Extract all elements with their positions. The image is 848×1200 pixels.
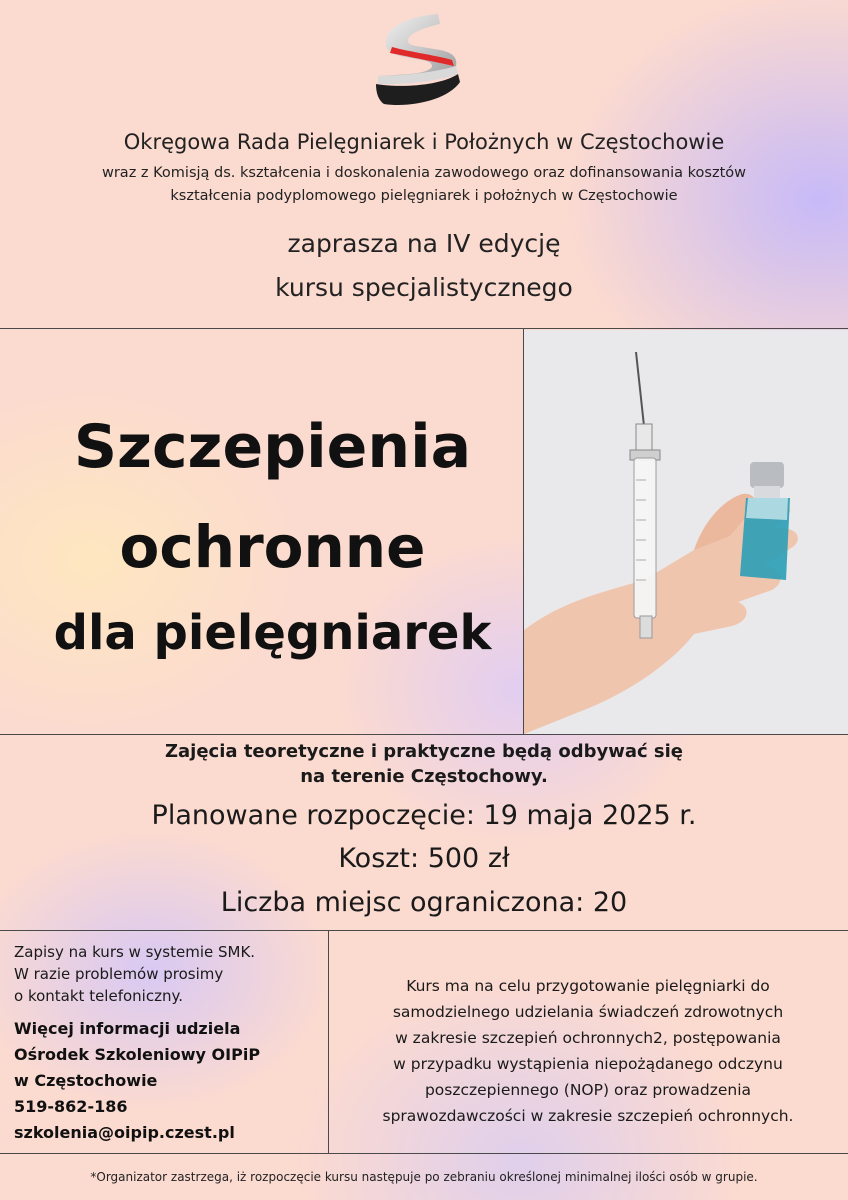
description-line: samodzielnego udzielania świadczeń zdrowotnych: [392, 1003, 784, 1021]
contact-email[interactable]: szkolenia@oipip.czest.pl: [14, 1123, 235, 1142]
commission-line-1: wraz z Komisją ds. kształcenia i doskonalenia zawodowego oraz dofinansowania kosztów: [101, 165, 747, 181]
course-title-line-1: Szczepienia: [73, 412, 472, 482]
description-line: w przypadku wystąpienia niepożądanego odczynu: [393, 1055, 783, 1073]
start-date: Planowane rozpoczęcie: 19 maja 2025 r.: [151, 800, 697, 831]
commission-line-2: kształcenia podyplomowego pielęgniarek i położnych w Częstochowie: [170, 188, 678, 204]
divider-bottom: [0, 1153, 848, 1154]
syringe-and-vial-photo-icon: [524, 330, 848, 734]
location-line-1: Zajęcia teoretyczne i praktyczne będą odbywać się: [164, 741, 684, 762]
description-line: poszczepiennego (NOP) oraz prowadzenia: [424, 1081, 752, 1099]
ribbon-s-logo-icon: [370, 10, 470, 112]
course-title-line-2: ochronne: [119, 513, 426, 581]
divider-lower: [0, 930, 848, 931]
course-title-line-3: dla pielęgniarek: [53, 605, 492, 661]
invite-line-2: kursu specjalistycznego: [275, 273, 573, 302]
description-line: w zakresie szczepień ochronnych2, postępowania: [395, 1029, 781, 1047]
invite-line-1: zaprasza na IV edycję: [287, 229, 561, 258]
seat-limit: Liczba miejsc ograniczona: 20: [220, 887, 628, 918]
registration-line-2: W razie problemów prosimy: [14, 965, 224, 983]
contact-phone[interactable]: 519-862-186: [14, 1097, 128, 1116]
description-line: sprawozdawczości w zakresie szczepień ochronnych.: [382, 1107, 794, 1125]
location-line-2: na terenie Częstochowy.: [300, 766, 548, 787]
course-cost: Koszt: 500 zł: [338, 843, 510, 874]
description-line: Kurs ma na celu przygotowanie pielęgniarki do: [406, 977, 770, 995]
contact-line-1: Więcej informacji udziela: [14, 1019, 241, 1038]
contact-line-3: w Częstochowie: [14, 1071, 158, 1090]
divider-middle: [0, 734, 848, 735]
contact-line-2: Ośrodek Szkoleniowy OIPiP: [14, 1045, 261, 1064]
footnote: *Organizator zastrzega, iż rozpoczęcie kursu następuje po zebraniu określonej minimalnej ilości osób w grupie.: [90, 1170, 758, 1184]
registration-line-3: o kontakt telefoniczny.: [14, 987, 183, 1005]
divider-columns: [328, 930, 329, 1153]
organization-name: Okręgowa Rada Pielęgniarek i Położnych w Częstochowie: [123, 130, 725, 154]
registration-line-1: Zapisy na kurs w systemie SMK.: [14, 943, 256, 961]
divider-top: [0, 328, 848, 329]
